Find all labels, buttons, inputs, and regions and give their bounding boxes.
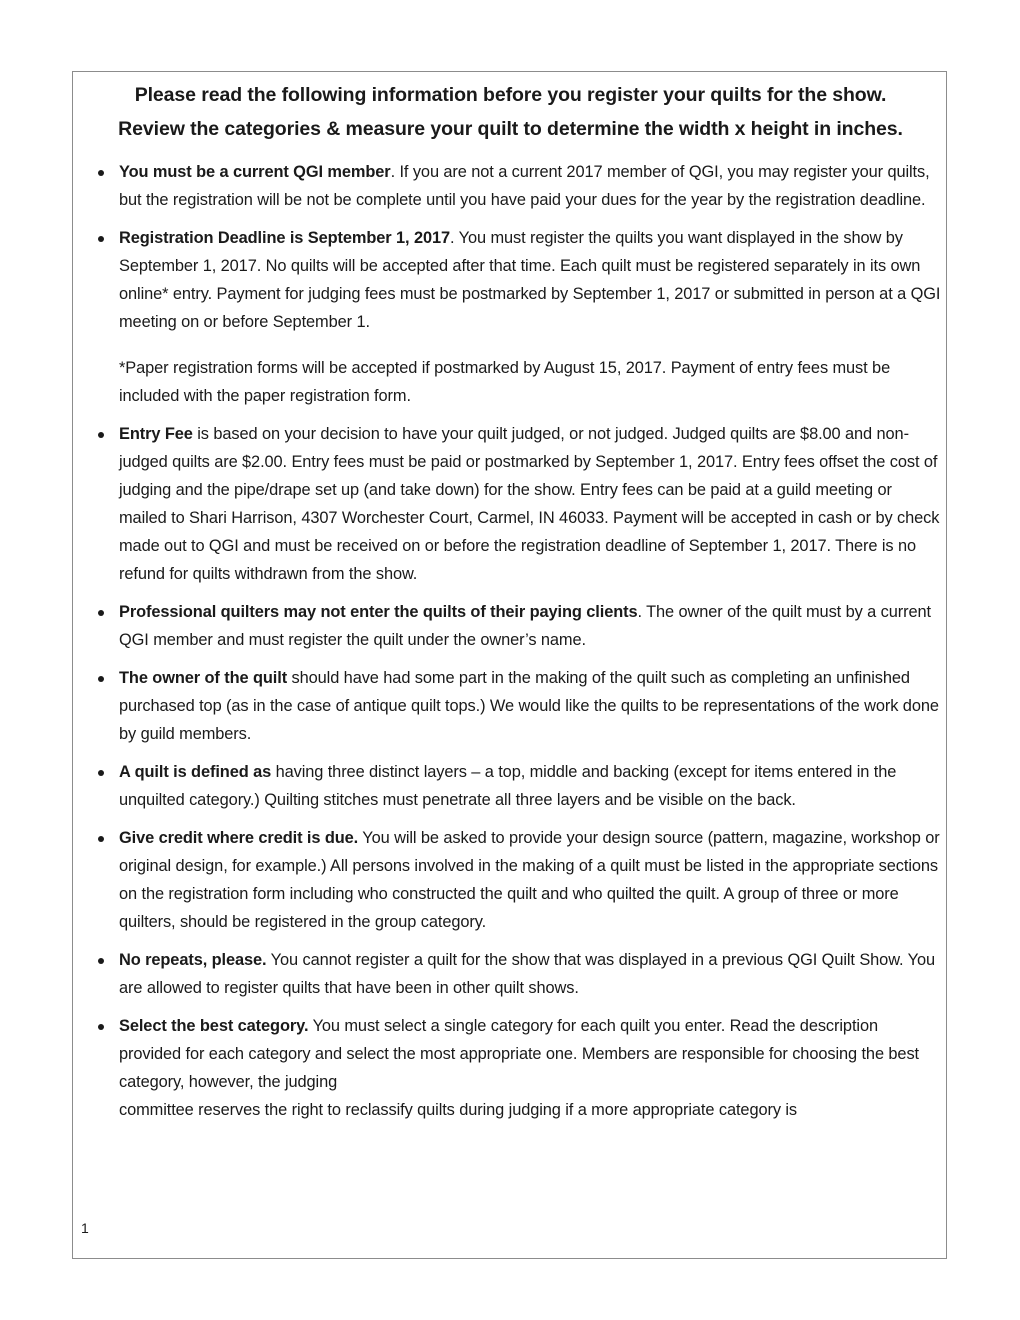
bullet-icon: [98, 610, 104, 616]
list-item-credit: [119, 824, 943, 936]
page-title: [73, 78, 948, 146]
bullet-icon: [98, 836, 104, 842]
list-item-membership: [119, 158, 943, 214]
list-item-entry-fee: [119, 420, 943, 588]
item-text: is based on your decision to have your quilt judged, or not judged. Judged quilts are $8.00 and non-judged quilts are $2.00. Entry fees must be paid or postmarked by September 1, 2017. Entry fees offset the cost of judging and the pipe/drape set up (and take down) for the show. Entry fees can be paid at a guild meeting or mailed to Shari Harrison, 4307 Worchester Court, Carmel, IN 46033. Payment will be accepted in cash or by check made out to QGI and must be received on or before the registration deadline of September 1, 2017. There is no refund for quilts withdrawn from the show.: [119, 425, 940, 583]
title-line-2: Review the categories & measure your quilt to determine the width x height in inches.: [118, 118, 903, 140]
list-item-professional-quilters: [119, 598, 943, 654]
item-lead: A quilt is defined as: [119, 763, 272, 781]
page-frame: [72, 71, 947, 1259]
item-text: . If you are not a current 2017 member of QGI, you may register your quilts, but the registration will be not be complete until you have paid your dues for the year by the registration deadline.: [119, 163, 930, 209]
item-lead: Select the best category.: [119, 1017, 309, 1035]
list-item-no-repeats: [119, 946, 943, 1002]
item-text: having three distinct layers – a top, middle and backing (except for items entered in the unquilted category.) Quilting stitches must penetrate all three layers and be visible on the back.: [119, 763, 897, 809]
list-item-category: [119, 1012, 943, 1124]
item-lead: The owner of the quilt: [119, 669, 288, 687]
title-line-1: Please read the following information before you register your quilts for the show.: [134, 84, 887, 106]
bullet-icon: [98, 676, 104, 682]
bullet-icon: [98, 1024, 104, 1030]
item-text: . The owner of the quilt must by a current QGI member and must register the quilt under the owner’s name.: [119, 603, 931, 649]
item-text: . You must register the quilts you want displayed in the show by September 1, 2017. No quilts will be accepted after that time. Each quilt must be registered separately in its own online* entry. Payment for judging fees must be postmarked by September 1, 2017 or submitted in person at a QGI meeting on or before September 1.: [119, 229, 941, 331]
item-lead: You must be a current QGI member: [119, 163, 391, 181]
item-lead: No repeats, please.: [119, 951, 267, 969]
item-lead: Professional quilters may not enter the quilts of their paying clients: [119, 603, 638, 621]
paper-registration-note: *Paper registration forms will be accepted if postmarked by August 15, 2017. Payment of entry fees must be included with the paper registration form.: [119, 359, 891, 405]
list-item-quilt-definition: [119, 758, 943, 814]
bullet-icon: [98, 236, 104, 242]
list-item-owner: [119, 664, 943, 748]
item-text: You must select a single category for each quilt you enter. Read the description provided for each category and select the most appropriate one. Members are responsible for choosing the best category, however, the judging: [119, 1017, 919, 1091]
item-text: You cannot register a quilt for the show that was displayed in a previous QGI Quilt Show. You are allowed to register quilts that have been in other quilt shows.: [119, 951, 936, 997]
list-item-deadline: [119, 224, 943, 336]
item-lead: Give credit where credit is due.: [119, 829, 359, 847]
item-text: should have had some part in the making of the quilt such as completing an unfinished purchased top (as in the case of antique quilt tops.) We would like the quilts to be representations of the work done by guild members.: [119, 669, 939, 743]
information-list: [119, 158, 943, 1134]
bullet-icon: [98, 958, 104, 964]
item-lead: Entry Fee: [119, 425, 193, 443]
item-text-continued: committee reserves the right to reclassify quilts during judging if a more appropriate category is: [119, 1101, 798, 1119]
bullet-icon: [98, 432, 104, 438]
item-lead: Registration Deadline is September 1, 2017: [119, 229, 451, 247]
item-text: You will be asked to provide your design source (pattern, magazine, workshop or original design, for example.) All persons involved in the making of a quilt must be listed in the appropriate sections on the registration form including who constructed the quilt and who quilted the quilt. A group of three or more quilters, should be registered in the group category.: [119, 829, 940, 931]
bullet-icon: [98, 770, 104, 776]
bullet-icon: [98, 170, 104, 176]
page-number: 1: [81, 1220, 89, 1236]
